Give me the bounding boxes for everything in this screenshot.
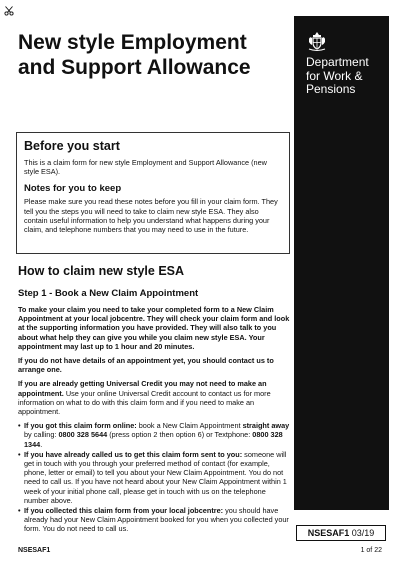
form-date: 03/19 <box>351 528 375 538</box>
list-item-text: . <box>40 439 43 449</box>
list-item-text: you should have already had your New Claim Appointment booked for you when you collected your form. You do not need to call us. <box>24 506 289 534</box>
list-item-text: (press option 2 then option 6) or Textphone: <box>107 430 253 440</box>
form-code: NSESAF1 <box>307 528 350 538</box>
list-item <box>18 450 290 505</box>
universal-credit-text: Use your online Universal Credit account to contact us for more information on what to do with this claim form and if you need to make an appointment. <box>18 388 271 417</box>
list-item-text: book a New Claim Appointment <box>136 421 243 431</box>
intro-text: This is a claim form for new style Employment and Support Allowance (new style ESA). <box>24 158 267 177</box>
department-line: Pensions <box>306 82 356 96</box>
appointment-paragraph: To make your claim you need to take your completed form to a New Claim Appointment at your local jobcentre. They will check your claim form and look at the supporting information you have provided. They will also talk to you about what help they can give you while you claim new style ESA. Your appointment may last up to 1 hour and 20 minutes. <box>18 305 290 351</box>
how-to-claim-heading: How to claim new style ESA <box>18 264 185 278</box>
before-you-start-box <box>16 132 290 254</box>
department-name <box>306 56 369 97</box>
department-line: for Work & <box>306 68 363 83</box>
list-item-lead: If you got this claim form online: <box>24 421 137 431</box>
department-sidebar <box>294 16 389 510</box>
footer-form-code: NSESAF1 <box>18 547 51 554</box>
contact-paragraph: If you do not have details of an appointment yet, you should contact us to arrange one. <box>18 356 274 375</box>
royal-crest-icon <box>306 30 328 52</box>
notes-heading: Notes for you to keep <box>24 183 122 195</box>
universal-credit-bold: If you are already getting Universal Credit you may not need to make an appointment. <box>18 379 267 398</box>
step-1-heading: Step 1 - Book a New Claim Appointment <box>18 288 199 299</box>
claim-route-list <box>18 421 290 533</box>
notes-text: Please make sure you read these notes before you fill in your claim form. They tell you the steps you will need to take to claim new style ESA. They also contain useful information to help you understand what happens during your claim, and telephone numbers that you may need to use in the future. <box>24 197 278 235</box>
before-you-start-heading: Before you start <box>24 139 120 153</box>
scissors-icon <box>4 6 14 16</box>
page-number: 1 of 22 <box>360 547 382 554</box>
page-title: New style Employment and Support Allowance <box>18 31 251 79</box>
department-line: Department <box>306 55 369 69</box>
list-item-lead: If you collected this claim form from your local jobcentre: <box>24 506 224 516</box>
how-to-claim-body <box>18 305 290 535</box>
textphone-number: 0800 328 1344 <box>24 430 283 449</box>
phone-number: 0800 328 5644 <box>58 430 108 440</box>
list-item-emphasis: straight away <box>242 421 290 431</box>
list-item-text: by calling: <box>24 430 59 440</box>
universal-credit-paragraph <box>18 379 290 416</box>
form-code-box <box>296 525 386 541</box>
list-item <box>18 506 290 534</box>
list-item-lead: If you have already called us to get this claim form sent to you: <box>24 449 243 459</box>
list-item <box>18 421 290 449</box>
list-item-text: someone will get in touch with you through your preferred method of contact (for example, phone, letter or email) to tell you about your New Claim Appointment. You do not need to call us. If you have not heard about your New Claim Appointment within 1 week of your initial phone call, please get in touch with us on the telephone number above. <box>24 449 287 505</box>
